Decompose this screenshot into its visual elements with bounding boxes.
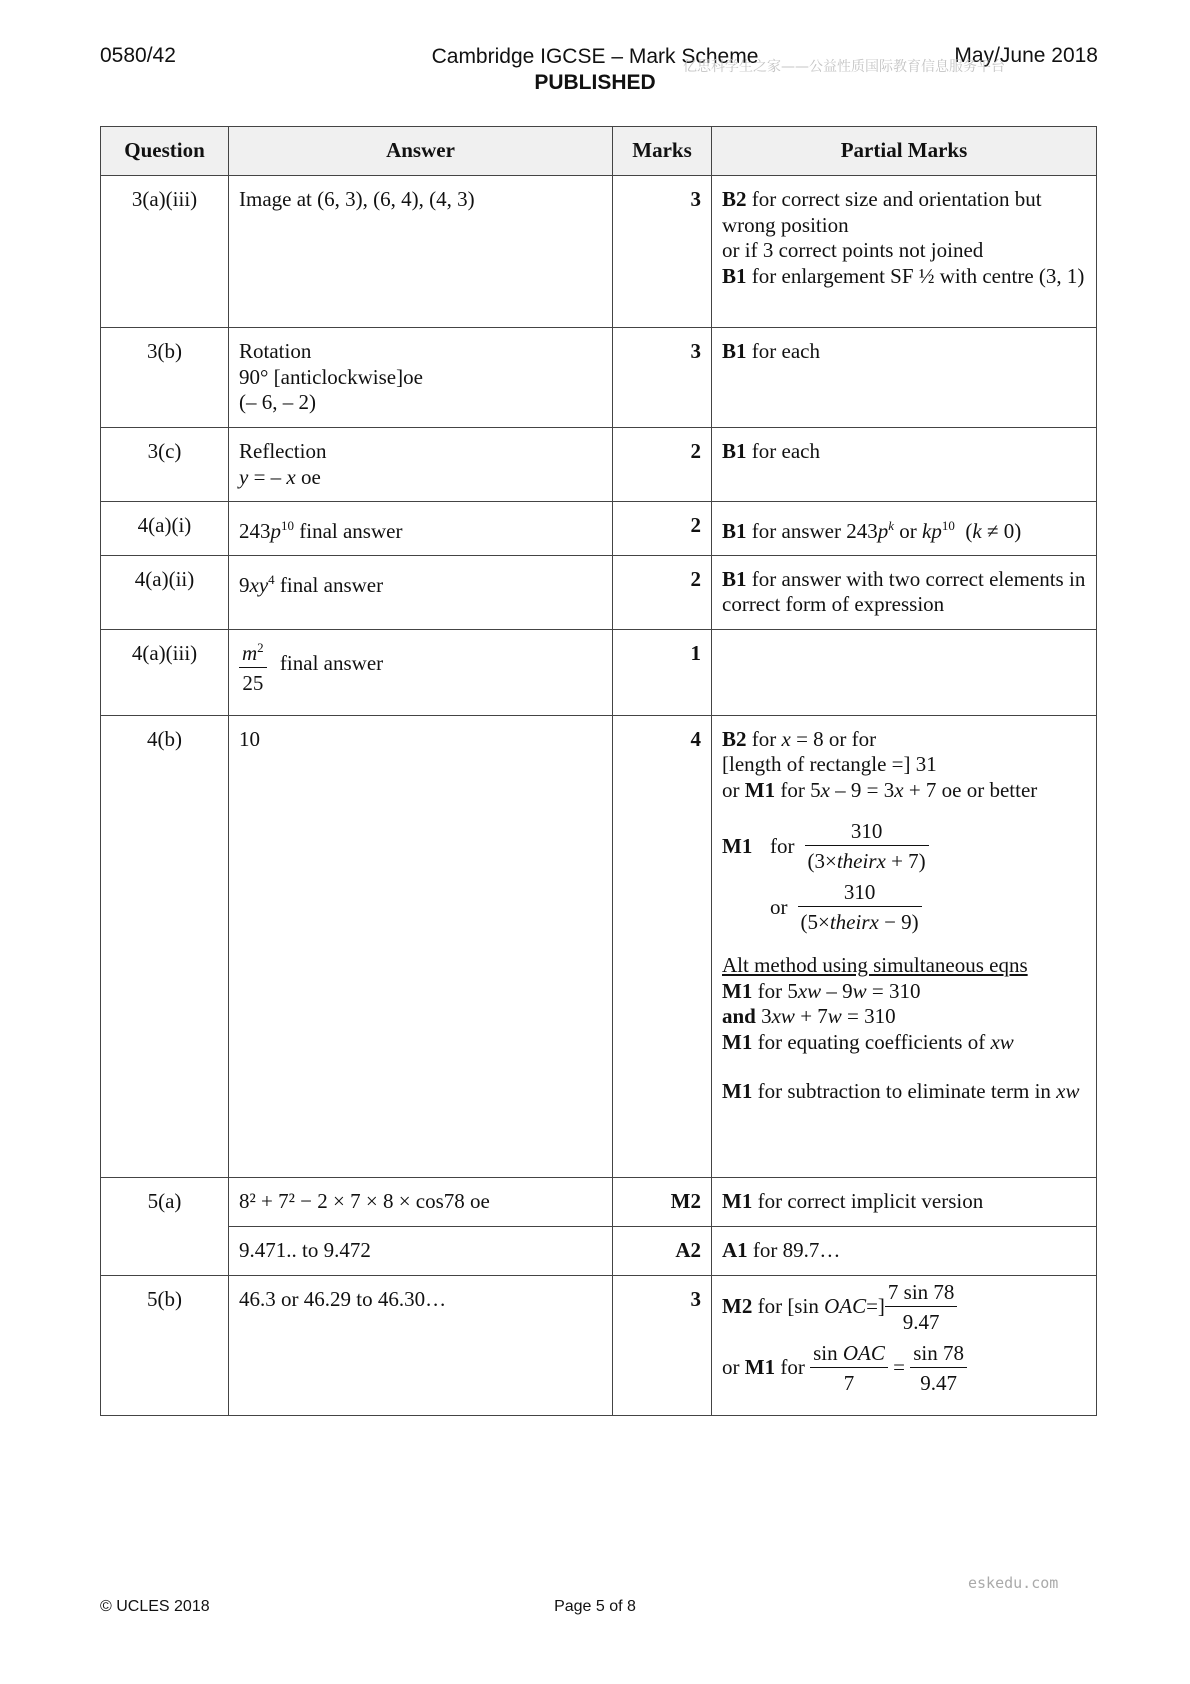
- table-header-row: [101, 127, 1097, 176]
- partial-marks-cell: M2 for [sin OAC =] $\frac{7 \sin 78}{9.47}$ or M1 for $\frac{\text{sin OAC}}{7}$ = $\frac{\sin 78}{9.47}$: [712, 1275, 1097, 1415]
- table-row: [101, 176, 1097, 328]
- partial-marks-cell: B2 for x = 8 or for [length of rectangle =] 31 or M1 for 5x – 9 = 3x + 7 oe or better M1 for $\frac{310}{\text{(3×theirx + 7)}}$ or $\frac{310}{\text{(5×theirx − 9)}}$ Alt method using simultaneous eqns M1 for 5xw – 9w = 310 and 3xw + 7w = 310 M1 for equating coefficients of xw M1 for subtraction to eliminate term in xw: [712, 715, 1097, 1177]
- question-cell: 5(a): [101, 1177, 229, 1275]
- question-cell: 5(b): [101, 1275, 229, 1415]
- answer-cell: Image at (6, 3), (6, 4), (4, 3): [229, 176, 613, 328]
- marks-cell: 2: [613, 502, 712, 556]
- marks-cell: 3: [613, 1275, 712, 1415]
- table-row: [101, 1226, 1097, 1275]
- header-question: Question: [101, 127, 229, 176]
- fraction: $\frac{m^2}{25}$: [239, 634, 267, 698]
- paper-code: 0580/42: [100, 44, 176, 67]
- watermark-site: eskedu.com: [968, 1574, 1059, 1592]
- question-cell: 4(a)(ii): [101, 555, 229, 629]
- answer-cell: $9xy^4$ final answer: [229, 555, 613, 629]
- marks-cell: 4: [613, 715, 712, 1177]
- marks-cell: A2: [613, 1226, 712, 1275]
- answer-cell: Reflection y = – x oe: [229, 428, 613, 502]
- marks-cell: 2: [613, 555, 712, 629]
- published-label: PUBLISHED: [534, 71, 656, 94]
- answer-cell: 8² + 7² − 2 × 7 × 8 × cos78 oe: [229, 1177, 613, 1226]
- question-cell: 3(a)(iii): [101, 176, 229, 328]
- table-row: [101, 428, 1097, 502]
- table-row: [101, 1275, 1097, 1415]
- question-cell: 3(c): [101, 428, 229, 502]
- table-row: [101, 629, 1097, 715]
- exam-session: May/June 2018: [954, 44, 1098, 67]
- table-row: [101, 502, 1097, 556]
- answer-cell: 46.3 or 46.29 to 46.30…: [229, 1275, 613, 1415]
- header-answer: Answer: [229, 127, 613, 176]
- table-row: [101, 328, 1097, 428]
- table-row: [101, 715, 1097, 1177]
- answer-cell: 10: [229, 715, 613, 1177]
- partial-marks-cell: B1 for each: [712, 328, 1097, 428]
- partial-marks-cell: B2 for correct size and orientation but wrong position or if 3 correct points not joined B1 for enlargement SF ½ with centre (3, 1): [712, 176, 1097, 328]
- copyright: © UCLES 2018: [100, 1598, 210, 1615]
- watermark-text: 亿思科学生之家——公益性质国际教育信息服务平台: [683, 59, 1005, 75]
- header-marks: Marks: [613, 127, 712, 176]
- question-cell: 4(a)(iii): [101, 629, 229, 715]
- marks-cell: M2: [613, 1177, 712, 1226]
- question-cell: 3(b): [101, 328, 229, 428]
- partial-marks-cell: B1 for answer with two correct elements in correct form of expression: [712, 555, 1097, 629]
- document-title: Cambridge IGCSE – Mark Scheme: [431, 45, 759, 68]
- fraction: $\frac{7 \sin 78}{9.47}$: [885, 1278, 958, 1337]
- header-partial-marks: Partial Marks: [712, 127, 1097, 176]
- answer-cell: $243p^{10}$ final answer: [229, 502, 613, 556]
- partial-marks-cell: [712, 629, 1097, 715]
- fraction: $\frac{310}{\text{(5×theirx − 9)}}$: [798, 878, 922, 937]
- partial-marks-cell: B1 for each: [712, 428, 1097, 502]
- answer-cell: Rotation 90° [anticlockwise]oe (– 6, – 2): [229, 328, 613, 428]
- question-cell: 4(b): [101, 715, 229, 1177]
- marks-cell: 3: [613, 176, 712, 328]
- question-cell: 4(a)(i): [101, 502, 229, 556]
- page-number: Page 5 of 8: [554, 1598, 636, 1615]
- fraction: $\frac{\sin 78}{9.47}$: [910, 1339, 967, 1398]
- mark-scheme-table: [100, 126, 1097, 1416]
- table-row: [101, 555, 1097, 629]
- partial-marks-cell: A1 for 89.7…: [712, 1226, 1097, 1275]
- table-row: [101, 1177, 1097, 1226]
- partial-marks-cell: B1 for answer $243p^k$ or $kp^{10}$ (k ≠ 0): [712, 502, 1097, 556]
- partial-marks-cell: M1 for correct implicit version: [712, 1177, 1097, 1226]
- marks-cell: 3: [613, 328, 712, 428]
- answer-cell: $\frac{m^2}{25}$ final answer: [229, 629, 613, 715]
- answer-cell: 9.471.. to 9.472: [229, 1226, 613, 1275]
- marks-cell: 2: [613, 428, 712, 502]
- fraction: $\frac{\text{sin OAC}}{7}$: [810, 1339, 888, 1398]
- marks-cell: 1: [613, 629, 712, 715]
- fraction: $\frac{310}{\text{(3×theirx + 7)}}$: [805, 817, 929, 876]
